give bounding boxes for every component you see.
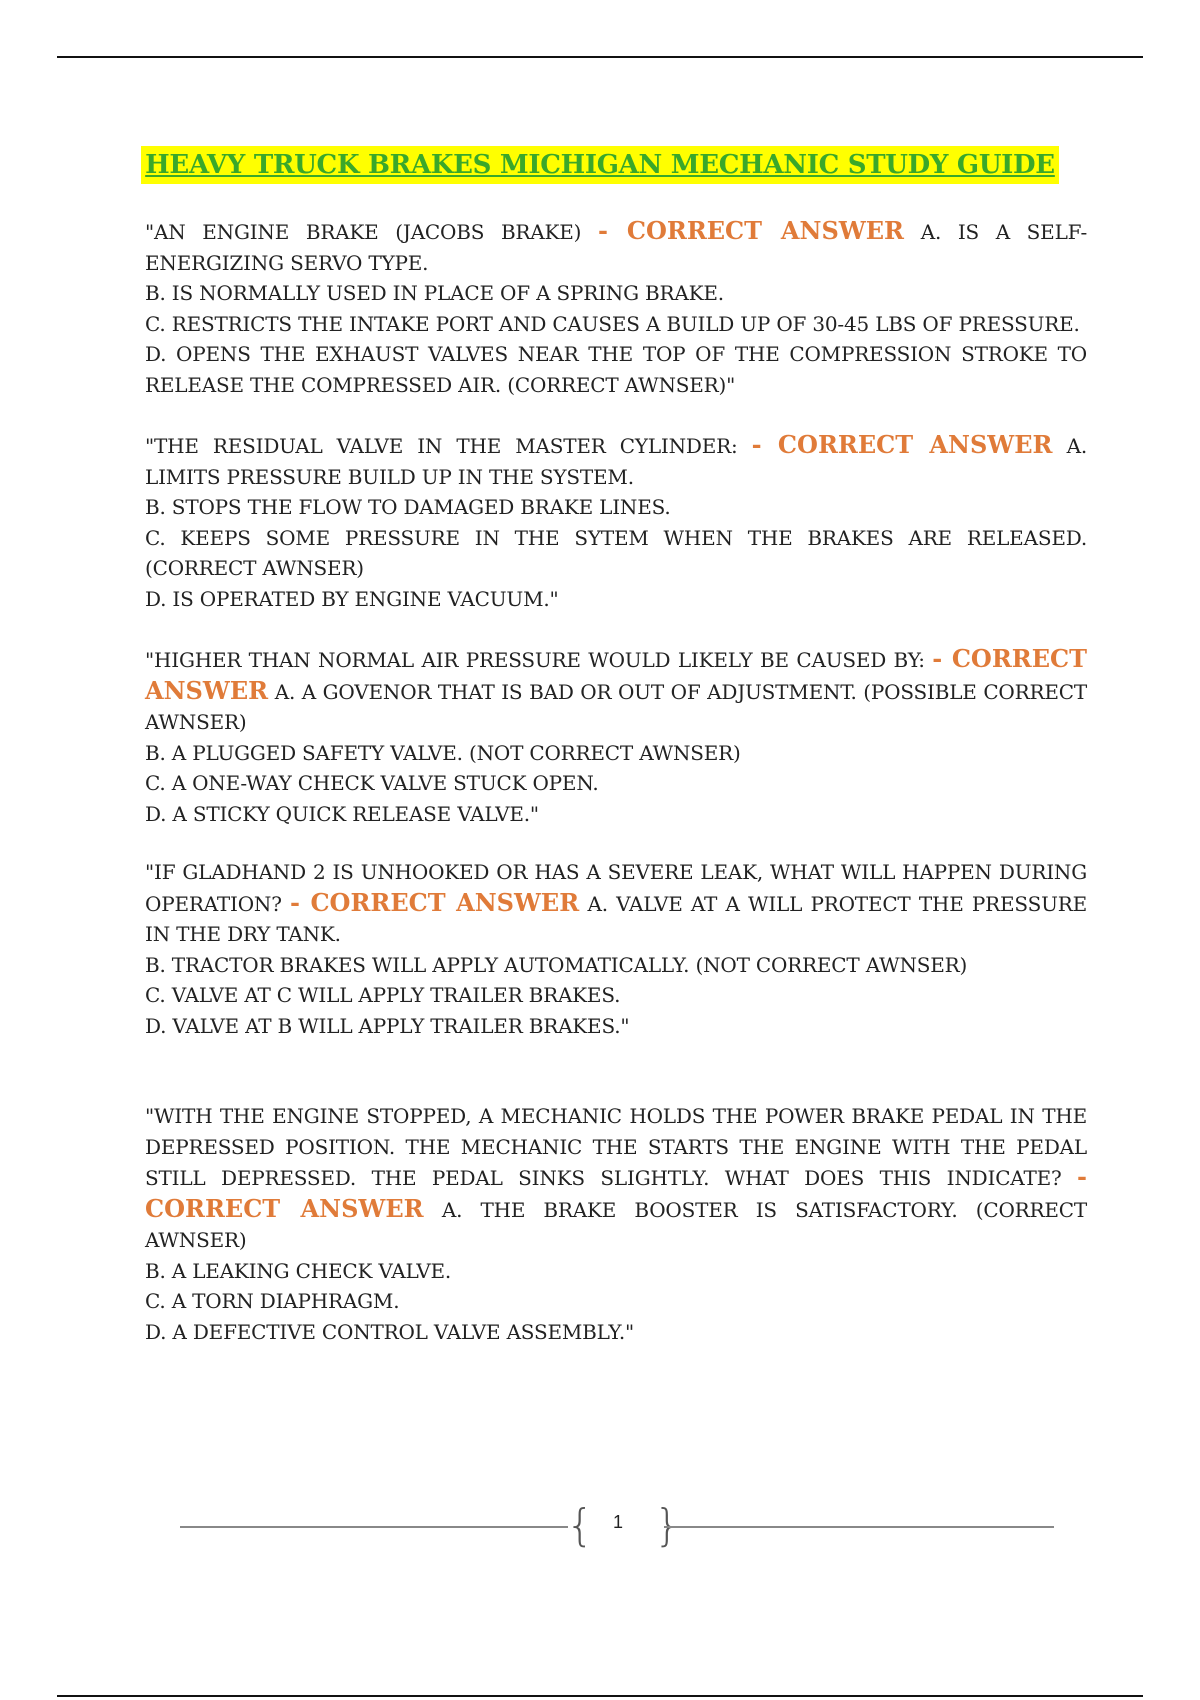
question-item: [145, 1101, 1087, 1347]
question-prompt: "WITH THE ENGINE STOPPED, A MECHANIC HOLDS THE POWER BRAKE PEDAL IN THE DEPRESSED POSITION. THE MECHANIC THE STARTS THE ENGINE WITH THE PEDAL STILL DEPRESSED. THE PEDAL SINKS SLIGHTLY. WHAT DOES THIS INDICATE?: [145, 1104, 1087, 1190]
question-prompt: "AN ENGINE BRAKE (JACOBS BRAKE): [145, 220, 582, 244]
question-stem: [145, 430, 1087, 492]
answer-option: D. IS OPERATED BY ENGINE VACUUM.": [145, 586, 559, 611]
answer-option: C. RESTRICTS THE INTAKE PORT AND CAUSES A BUILD UP OF 30-45 LBS OF PRESSURE.: [145, 311, 1080, 336]
question-item: [145, 430, 1087, 614]
answer-option: D. OPENS THE EXHAUST VALVES NEAR THE TOP OF THE COMPRESSION STROKE TO RELEASE THE COMPRESSED AIR. (CORRECT AWNSER)": [145, 342, 1087, 397]
header-rule: [57, 56, 1143, 58]
correct-answer-marker: - CORRECT ANSWER: [145, 644, 1087, 705]
answer-option: B. TRACTOR BRAKES WILL APPLY AUTOMATICALLY. (NOT CORRECT AWNSER): [145, 952, 968, 977]
answer-option: A. A GOVENOR THAT IS BAD OR OUT OF ADJUSTMENT. (POSSIBLE CORRECT AWNSER): [145, 679, 1087, 734]
correct-answer-marker: - CORRECT ANSWER: [145, 1162, 1087, 1223]
answer-option: B. A LEAKING CHECK VALVE.: [145, 1258, 451, 1283]
page-footer: [0, 1500, 1200, 1551]
right-brace-icon: }: [654, 1500, 682, 1551]
question-item: [145, 644, 1087, 829]
question-stem: [145, 1101, 1087, 1256]
answer-option: C. VALVE AT C WILL APPLY TRAILER BRAKES.: [145, 983, 621, 1007]
correct-answer-marker: - CORRECT ANSWER: [598, 216, 904, 245]
answer-option: A. LIMITS PRESSURE BUILD UP IN THE SYSTEM.: [145, 434, 1087, 489]
answer-option: C. A TORN DIAPHRAGM.: [145, 1289, 400, 1313]
answer-option: B. STOPS THE FLOW TO DAMAGED BRAKE LINES.: [145, 495, 671, 519]
question-prompt: "HIGHER THAN NORMAL AIR PRESSURE WOULD LIKELY BE CAUSED BY:: [145, 648, 925, 672]
answer-option: D. A STICKY QUICK RELEASE VALVE.": [145, 801, 539, 826]
question-stem: [145, 857, 1087, 950]
page-number: 1: [612, 1512, 623, 1532]
question-prompt: "IF GLADHAND 2 IS UNHOOKED OR HAS A SEVERE LEAK, WHAT WILL HAPPEN DURING OPERATION?: [145, 860, 1087, 916]
answer-option: C. A ONE-WAY CHECK VALVE STUCK OPEN.: [145, 771, 599, 795]
correct-answer-marker: - CORRECT ANSWER: [751, 430, 1053, 459]
question-list: [145, 216, 1087, 1347]
answer-option: A. IS A SELF-ENERGIZING SERVO TYPE.: [145, 220, 1087, 275]
question-item: [145, 216, 1087, 400]
question-stem: [145, 644, 1087, 738]
answer-option: D. A DEFECTIVE CONTROL VALVE ASSEMBLY.": [145, 1319, 635, 1344]
question-stem: [145, 216, 1087, 278]
answer-option: A. THE BRAKE BOOSTER IS SATISFACTORY. (CORRECT AWNSER): [145, 1197, 1087, 1252]
answer-option: A. VALVE AT A WILL PROTECT THE PRESSURE IN THE DRY TANK.: [145, 891, 1087, 946]
footer-rule-left: [180, 1526, 568, 1528]
answer-option: C. KEEPS SOME PRESSURE IN THE SYTEM WHEN THE BRAKES ARE RELEASED. (CORRECT AWNSER): [145, 525, 1087, 580]
page-title: HEAVY TRUCK BRAKES MICHIGAN MECHANIC STUDY GUIDE: [141, 146, 1059, 184]
correct-answer-marker: - CORRECT ANSWER: [290, 887, 580, 917]
title-container: [0, 146, 1200, 184]
footer-rule-right: [664, 1526, 1054, 1528]
left-brace-icon: {: [566, 1500, 594, 1551]
question-item: [145, 857, 1087, 1041]
answer-option: B. IS NORMALLY USED IN PLACE OF A SPRING BRAKE.: [145, 281, 724, 305]
answer-option: B. A PLUGGED SAFETY VALVE. (NOT CORRECT AWNSER): [145, 740, 741, 765]
footer-rule: [57, 1695, 1143, 1697]
question-prompt: "THE RESIDUAL VALVE IN THE MASTER CYLINDER:: [145, 434, 738, 458]
answer-option: D. VALVE AT B WILL APPLY TRAILER BRAKES.": [145, 1013, 630, 1038]
